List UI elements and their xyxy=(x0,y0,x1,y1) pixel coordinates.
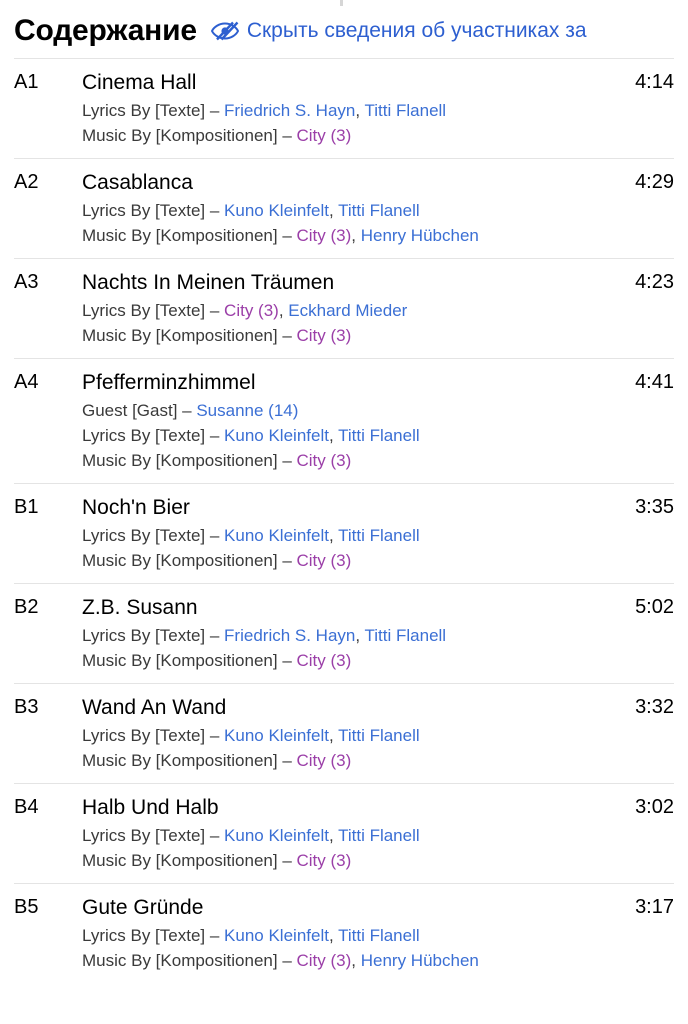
track-duration: 5:02 xyxy=(635,596,674,618)
track-credit-line xyxy=(82,823,612,848)
track-credit-line xyxy=(82,748,612,773)
track-credit-line xyxy=(82,723,612,748)
credit-dash: – xyxy=(282,326,297,345)
track-credit-line xyxy=(82,423,612,448)
hide-credits-label[interactable]: Скрыть сведения об участниках за xyxy=(246,19,587,42)
track-credit-line xyxy=(82,923,612,948)
top-divider-fragment xyxy=(340,0,343,6)
credit-dash: – xyxy=(282,451,297,470)
track-credit-line xyxy=(82,198,612,223)
credit-dash: – xyxy=(209,301,225,320)
credit-artist-link[interactable]: Henry Hübchen xyxy=(360,951,479,970)
credit-artist-link[interactable]: City (3) xyxy=(296,951,352,970)
credit-artist-link[interactable]: City (3) xyxy=(296,851,352,870)
credit-dash: – xyxy=(209,201,225,220)
track-credit-line xyxy=(82,848,612,873)
track-credit-line xyxy=(82,123,612,148)
track-title[interactable]: Wand An Wand xyxy=(82,696,227,719)
credit-artist-link[interactable]: Titti Flanell xyxy=(364,626,447,645)
credit-role: Music By [Kompositionen] xyxy=(82,851,283,870)
track-title[interactable]: Casablanca xyxy=(82,171,193,194)
credit-separator: , xyxy=(355,626,365,645)
tracklist-header xyxy=(0,0,688,58)
credit-role: Music By [Kompositionen] xyxy=(82,126,283,145)
credit-artist-link[interactable]: City (3) xyxy=(296,126,352,145)
credit-artist-link[interactable]: City (3) xyxy=(296,651,352,670)
track-row xyxy=(14,58,674,158)
track-row xyxy=(14,358,674,483)
track-main xyxy=(82,369,612,473)
track-title[interactable]: Pfefferminzhimmel xyxy=(82,371,256,394)
credit-separator: , xyxy=(351,226,361,245)
track-main xyxy=(82,794,612,873)
track-duration: 4:23 xyxy=(635,271,674,293)
track-row xyxy=(14,158,674,258)
credit-role: Lyrics By [Texte] xyxy=(82,101,210,120)
credit-role: Lyrics By [Texte] xyxy=(82,826,210,845)
track-duration: 4:41 xyxy=(635,371,674,393)
track-credit-line xyxy=(82,948,612,973)
track-credit-line xyxy=(82,448,612,473)
credit-dash: – xyxy=(209,826,225,845)
credit-role: Music By [Kompositionen] xyxy=(82,451,283,470)
track-position: B3 xyxy=(14,696,39,718)
credit-artist-link[interactable]: City (3) xyxy=(296,751,352,770)
credit-artist-link[interactable]: Friedrich S. Hayn xyxy=(224,101,356,120)
track-main xyxy=(82,494,612,573)
track-title[interactable]: Noch'n Bier xyxy=(82,496,190,519)
credit-role: Music By [Kompositionen] xyxy=(82,951,283,970)
credit-dash: – xyxy=(209,726,225,745)
track-title[interactable]: Z.B. Susann xyxy=(82,596,198,619)
credit-artist-link[interactable]: City (3) xyxy=(296,226,352,245)
track-main xyxy=(82,69,612,148)
credit-artist-link[interactable]: Kuno Kleinfelt xyxy=(224,726,329,745)
credit-artist-link[interactable]: Titti Flanell xyxy=(338,826,420,845)
credit-role: Lyrics By [Texte] xyxy=(82,526,210,545)
track-main xyxy=(82,269,612,348)
track-row xyxy=(14,883,674,983)
track-row xyxy=(14,683,674,783)
tracklist xyxy=(0,58,688,983)
track-row xyxy=(14,483,674,583)
credit-artist-link[interactable]: Titti Flanell xyxy=(338,201,420,220)
credit-artist-link[interactable]: City (3) xyxy=(224,301,279,320)
credit-dash: – xyxy=(282,651,297,670)
credit-artist-link[interactable]: Titti Flanell xyxy=(338,726,420,745)
track-main xyxy=(82,894,612,973)
track-main xyxy=(82,169,612,248)
track-main xyxy=(82,594,612,673)
credit-artist-link[interactable]: Kuno Kleinfelt xyxy=(224,926,329,945)
credit-role: Music By [Kompositionen] xyxy=(82,551,283,570)
track-title[interactable]: Cinema Hall xyxy=(82,71,197,94)
credit-dash: – xyxy=(209,426,225,445)
credit-dash: – xyxy=(209,526,225,545)
credit-dash: – xyxy=(182,401,197,420)
track-position: B1 xyxy=(14,496,39,518)
credit-artist-link[interactable]: Titti Flanell xyxy=(338,926,420,945)
track-credit-line xyxy=(82,398,612,423)
credit-dash: – xyxy=(282,851,297,870)
credit-artist-link[interactable]: Eckhard Mieder xyxy=(288,301,408,320)
track-credit-line xyxy=(82,223,612,248)
credit-role: Lyrics By [Texte] xyxy=(82,726,210,745)
credit-role: Music By [Kompositionen] xyxy=(82,751,283,770)
track-credit-line xyxy=(82,623,612,648)
track-title[interactable]: Halb Und Halb xyxy=(82,796,219,819)
track-duration: 3:32 xyxy=(635,696,674,718)
track-position: B5 xyxy=(14,896,39,918)
credit-artist-link[interactable]: Titti Flanell xyxy=(364,101,447,120)
credit-dash: – xyxy=(209,626,225,645)
credit-dash: – xyxy=(282,551,297,570)
credit-separator: , xyxy=(328,826,339,845)
credit-artist-link[interactable]: Kuno Kleinfelt xyxy=(224,426,329,445)
track-duration: 3:02 xyxy=(635,796,674,818)
credit-role: Lyrics By [Texte] xyxy=(82,301,210,320)
track-main xyxy=(82,694,612,773)
credit-dash: – xyxy=(282,951,297,970)
track-duration: 3:35 xyxy=(635,496,674,518)
credit-separator: , xyxy=(328,201,339,220)
credit-role: Lyrics By [Texte] xyxy=(82,426,210,445)
credit-artist-link[interactable]: Titti Flanell xyxy=(338,526,420,545)
credit-artist-link[interactable]: Friedrich S. Hayn xyxy=(224,626,356,645)
track-position: B2 xyxy=(14,596,39,618)
credit-artist-link[interactable]: Kuno Kleinfelt xyxy=(224,526,329,545)
credit-separator: , xyxy=(355,101,365,120)
eye-slash-icon[interactable] xyxy=(211,20,239,42)
hide-credits-toggle[interactable] xyxy=(211,19,587,43)
credit-role: Lyrics By [Texte] xyxy=(82,201,210,220)
track-credit-line xyxy=(82,98,612,123)
track-position: A3 xyxy=(14,271,39,293)
credit-role: Music By [Kompositionen] xyxy=(82,326,283,345)
credit-dash: – xyxy=(209,101,225,120)
credit-artist-link[interactable]: Henry Hübchen xyxy=(360,226,479,245)
track-title[interactable]: Nachts In Meinen Träumen xyxy=(82,271,335,294)
credit-artist-link[interactable]: Titti Flanell xyxy=(338,426,420,445)
credit-artist-link[interactable]: Susanne (14) xyxy=(196,401,299,420)
track-row xyxy=(14,783,674,883)
credit-dash: – xyxy=(282,751,297,770)
track-credit-line xyxy=(82,323,612,348)
credit-role: Lyrics By [Texte] xyxy=(82,926,210,945)
track-position: A1 xyxy=(14,71,39,93)
credit-separator: , xyxy=(351,951,361,970)
credit-separator: , xyxy=(328,426,339,445)
track-title[interactable]: Gute Gründe xyxy=(82,896,204,919)
credit-artist-link[interactable]: Kuno Kleinfelt xyxy=(224,201,329,220)
credit-role: Music By [Kompositionen] xyxy=(82,226,283,245)
track-row xyxy=(14,258,674,358)
page-title: Содержание xyxy=(14,14,197,47)
track-credit-line xyxy=(82,648,612,673)
credit-role: Guest [Gast] xyxy=(82,401,183,420)
credit-role: Music By [Kompositionen] xyxy=(82,651,283,670)
credit-dash: – xyxy=(282,226,297,245)
track-duration: 4:14 xyxy=(635,71,674,93)
track-credit-line xyxy=(82,298,612,323)
track-duration: 4:29 xyxy=(635,171,674,193)
credit-dash: – xyxy=(209,926,225,945)
track-row xyxy=(14,583,674,683)
track-credit-line xyxy=(82,548,612,573)
credit-artist-link[interactable]: City (3) xyxy=(296,326,352,345)
credit-artist-link[interactable]: City (3) xyxy=(296,551,352,570)
credit-separator: , xyxy=(328,726,339,745)
credit-artist-link[interactable]: City (3) xyxy=(296,451,352,470)
track-position: A2 xyxy=(14,171,39,193)
track-position: A4 xyxy=(14,371,39,393)
credit-dash: – xyxy=(282,126,297,145)
credit-separator: , xyxy=(328,526,339,545)
track-credit-line xyxy=(82,523,612,548)
credit-artist-link[interactable]: Kuno Kleinfelt xyxy=(224,826,329,845)
track-position: B4 xyxy=(14,796,39,818)
credit-separator: , xyxy=(328,926,339,945)
credit-role: Lyrics By [Texte] xyxy=(82,626,210,645)
credit-separator: , xyxy=(278,301,289,320)
track-duration: 3:17 xyxy=(635,896,674,918)
